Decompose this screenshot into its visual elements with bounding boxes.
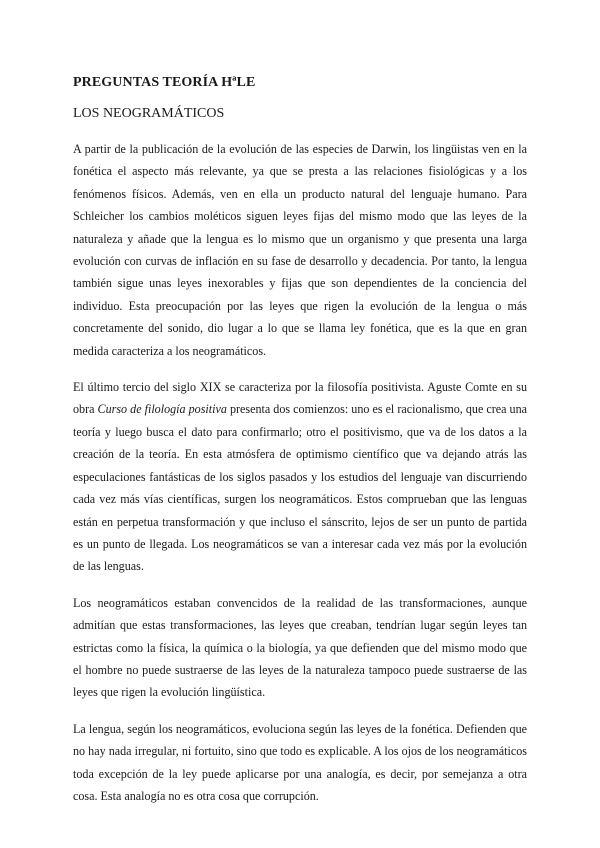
- paragraph-analogy: La lengua, según los neogramáticos, evoluciona según las leyes de la fonética. Defienden que no hay nada irregular, ni fortuito, sino que todo es explicable. A los ojos de los neogramáticos toda excepción de la ley puede aplicarse por una analogía, es decir, por semejanza a otra cosa. Esta analogía no es otra cosa que corrupción.: [73, 721, 527, 803]
- document-title: PREGUNTAS TEORÍA HªLE: [73, 75, 256, 90]
- document-body: [73, 138, 527, 821]
- paragraph-positivism: [73, 376, 527, 578]
- paragraph-positivism-lead: El último tercio del siglo XIX se caracteriza por la filosofía positivista. Aguste Comte en su obra: [73, 380, 527, 417]
- section-heading: LOS NEOGRAMÁTICOS: [73, 106, 225, 121]
- paragraph-positivism-rest: presenta dos comienzos: uno es el racionalismo, que crea una teoría y luego busca el dato para confirmarlo; otro el positivismo, que va de los datos a la creación de la teoría. En esta atmósfera de optimismo científico que va dejando atrás las especulaciones fantásticas de los siglos pasados y los estudios del lenguaje van discurriendo cada vez más vías científicas, surgen los neogramáticos. Estos comprueban que las lenguas están en perpetua transformación y que incluso el sánscrito, lejos de ser un punto de partida es un punto de llegada. Los neogramáticos se van a interesar cada vez más por la evolución de las lenguas.: [73, 402, 528, 574]
- paragraph-darwin-phonetics: A partir de la publicación de la evolución de las especies de Darwin, los lingüistas ven en la fonética el aspecto más relevante, ya que se presta a las relaciones fisiológicas y a los fenómenos físicos. Además, ven en ella un producto natural del lenguaje humano. Para Schleicher los cambios moléticos siguen leyes fijas del mismo modo que las leyes de la naturaleza y añade que la lengua es lo mismo que un organismo y que presenta una larga evolución con curvas de inflación en su fase de desarrollo y decadencia. Por tanto, la lengua también sigue unas leyes inexorables y fijas que son dependientes de la conciencia del individuo. Esta preocupación por las leyes que rigen la evolución de la lengua o más concretamente del sonido, dio lugar a lo que se llama ley fonética, que es la que en gran medida caracteriza a los neogramáticos.: [73, 142, 527, 358]
- paragraph-transformations: Los neogramáticos estaban convencidos de la realidad de las transformaciones, aunque admitían que estas transformaciones, las leyes que creaban, tendrían lugar según leyes tan estrictas como la física, la química o la biología, ya que defienden que del mismo modo que el hombre no puede sustraerse de las leyes de la naturaleza tampoco puede sustraerse de las leyes que rigen la evolución lingüística.: [73, 595, 527, 700]
- book-title-italic: Curso de filología positiva: [97, 402, 227, 417]
